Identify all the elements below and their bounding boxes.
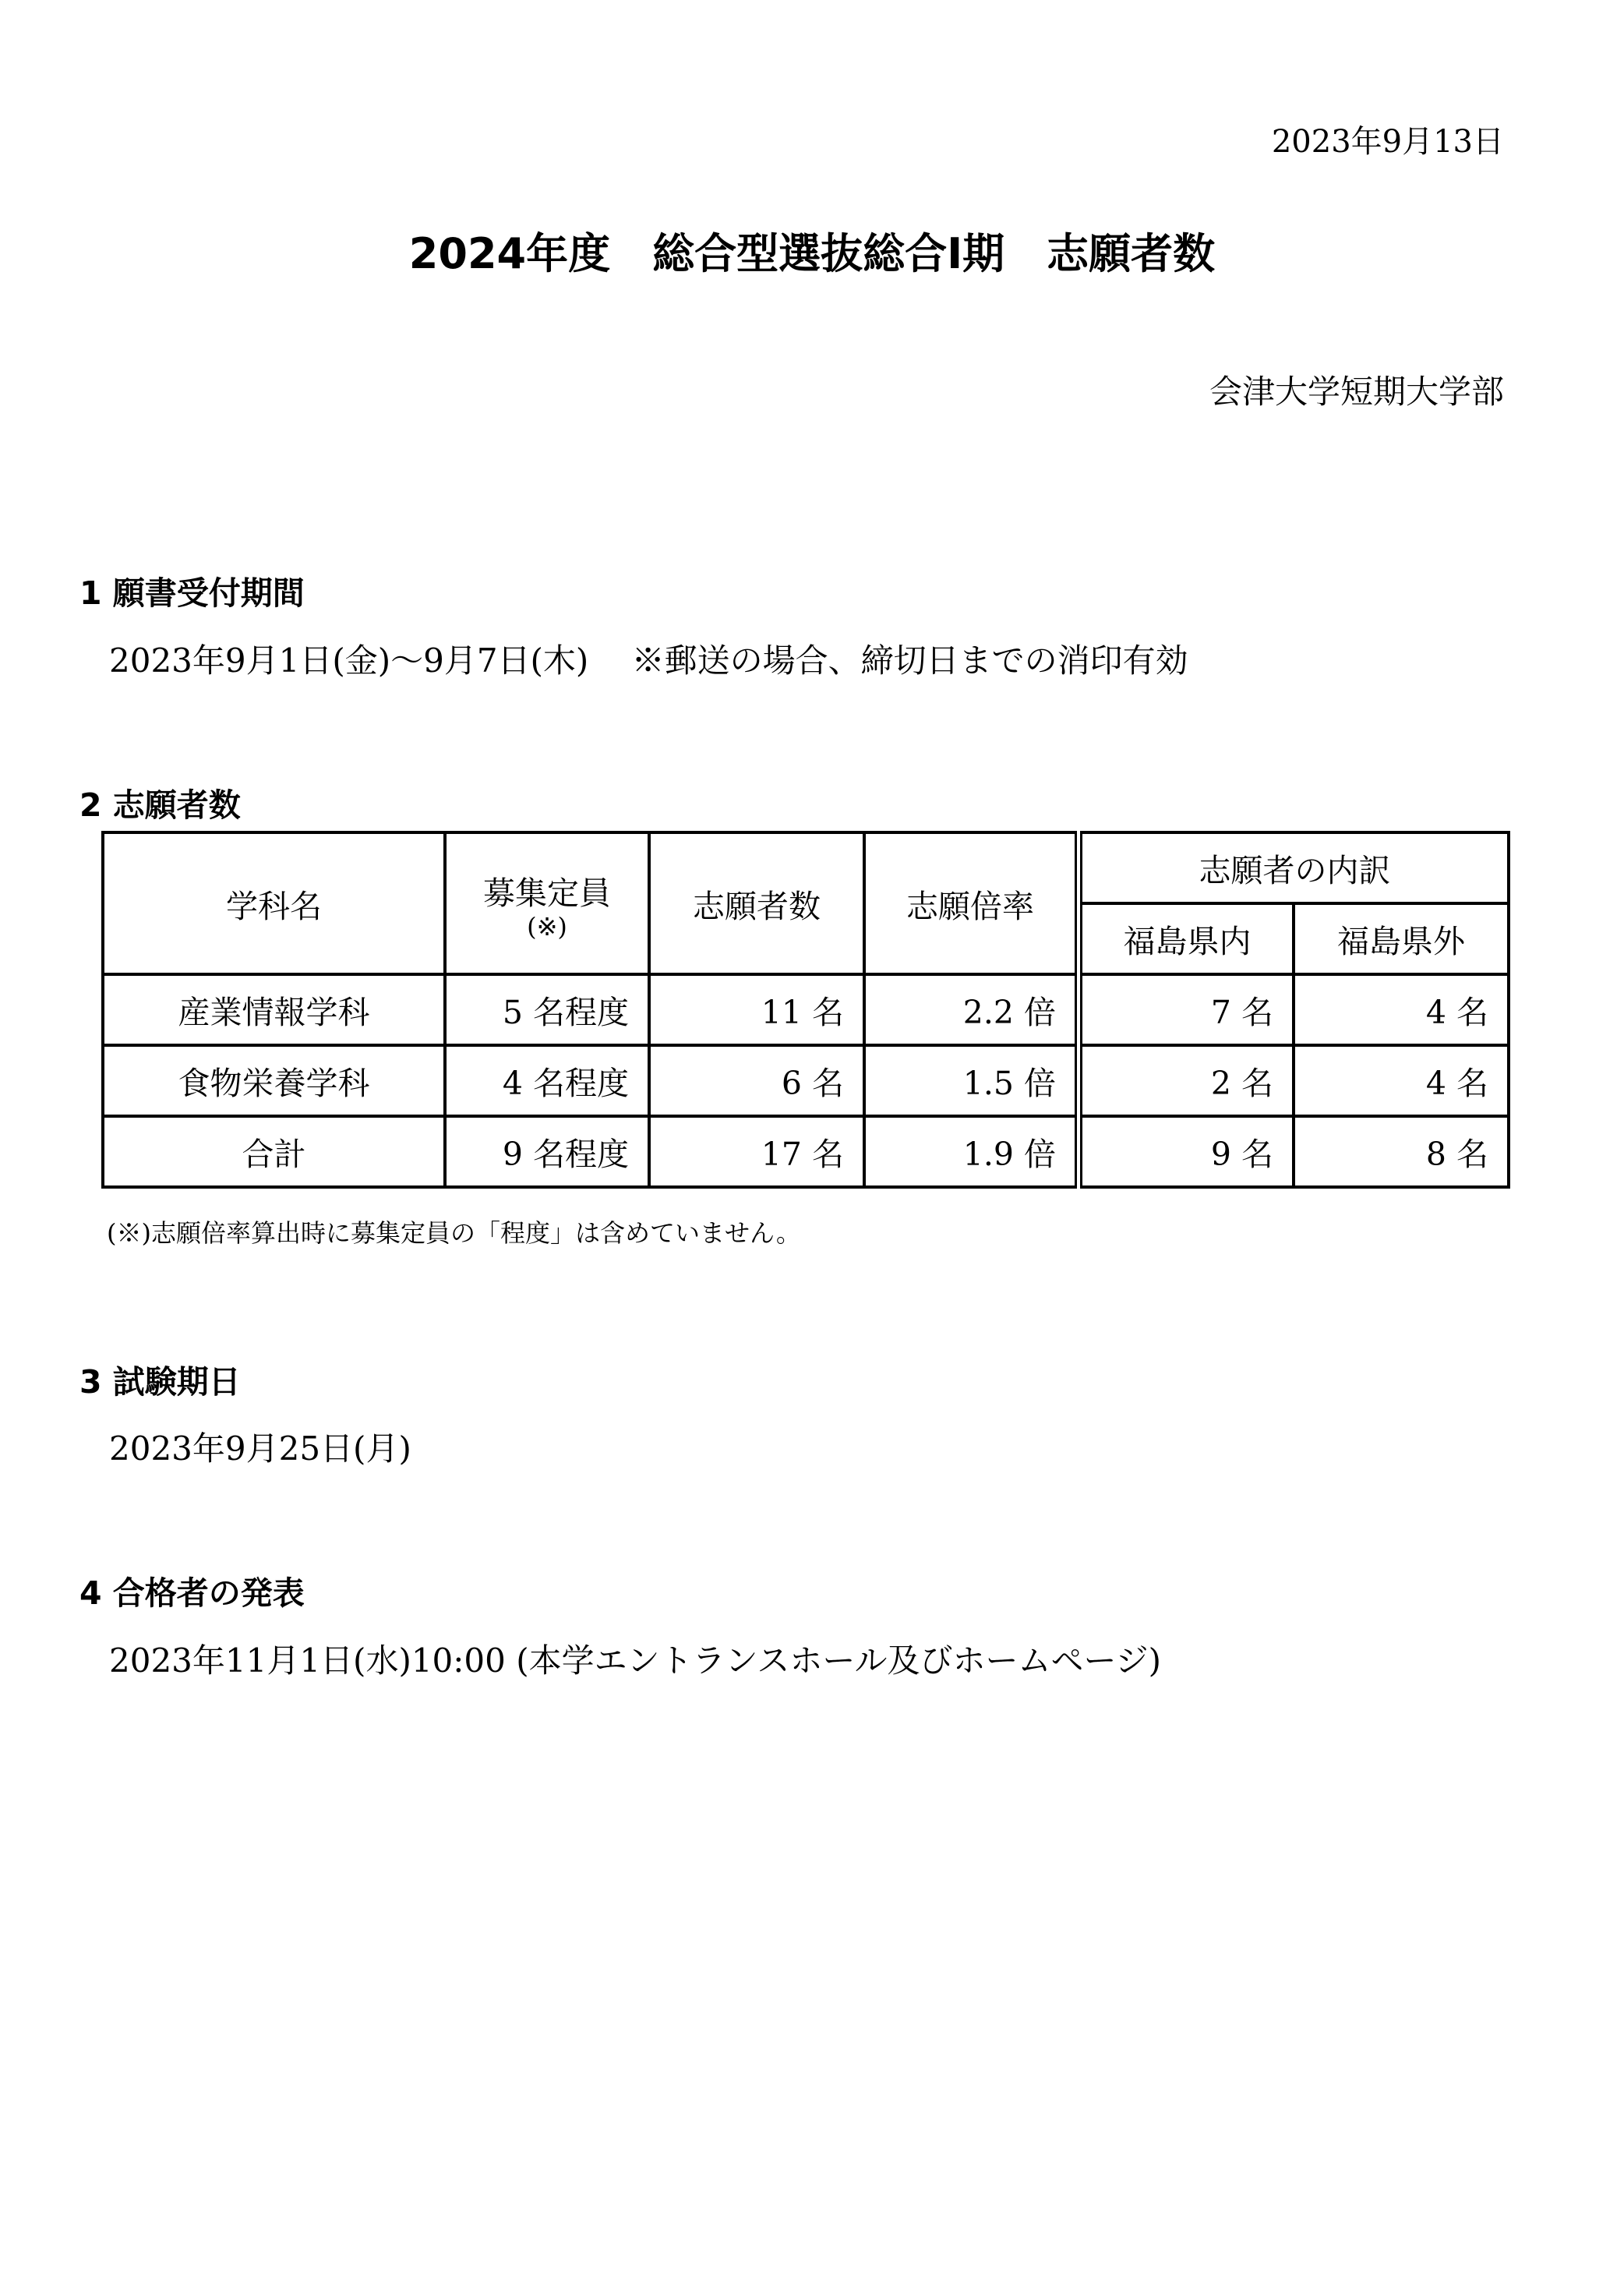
header-dept: 学科名 xyxy=(103,832,445,974)
applicant-table xyxy=(101,831,1510,1189)
page-title: 2024年度 総合型選抜総合Ⅰ期 志願者数 xyxy=(408,229,1216,278)
organization-name: 会津大学短期大学部 xyxy=(1209,373,1504,411)
section-heading-exam-date: 3 試験期日 xyxy=(79,1363,241,1401)
header-quota xyxy=(445,832,649,974)
cell-outside: 8 名 xyxy=(1294,1116,1509,1187)
header-applicants: 志願者数 xyxy=(649,832,864,974)
exam-date-text: 2023年9月25日(月) xyxy=(109,1429,411,1468)
cell-inside: 9 名 xyxy=(1079,1116,1294,1187)
cell-applicants: 17 名 xyxy=(649,1116,864,1187)
cell-dept: 食物栄養学科 xyxy=(103,1045,445,1116)
cell-quota: 4 名程度 xyxy=(445,1045,649,1116)
section-heading-announcement: 4 合格者の発表 xyxy=(79,1574,305,1612)
cell-inside: 7 名 xyxy=(1079,974,1294,1045)
cell-quota: 5 名程度 xyxy=(445,974,649,1045)
document-date: 2023年9月13日 xyxy=(1271,124,1504,160)
cell-outside: 4 名 xyxy=(1294,1045,1509,1116)
cell-ratio: 1.9 倍 xyxy=(864,1116,1079,1187)
table-row xyxy=(103,974,1509,1045)
table-row-total xyxy=(103,1116,1509,1187)
cell-quota: 9 名程度 xyxy=(445,1116,649,1187)
cell-applicants: 11 名 xyxy=(649,974,864,1045)
application-period-text: 2023年9月1日(金)～9月7日(木) ※郵送の場合、締切日までの消印有効 xyxy=(109,641,1188,680)
header-outside: 福島県外 xyxy=(1294,903,1509,974)
section-heading-application-period: 1 願書受付期間 xyxy=(79,574,305,612)
header-inside: 福島県内 xyxy=(1079,903,1294,974)
table-header-row xyxy=(103,832,1509,903)
cell-ratio: 1.5 倍 xyxy=(864,1045,1079,1116)
header-quota-label: 募集定員 xyxy=(483,874,611,912)
header-breakdown: 志願者の内訳 xyxy=(1079,832,1509,903)
header-ratio: 志願倍率 xyxy=(864,832,1079,974)
cell-inside: 2 名 xyxy=(1079,1045,1294,1116)
table-row xyxy=(103,1045,1509,1116)
cell-dept: 産業情報学科 xyxy=(103,974,445,1045)
cell-ratio: 2.2 倍 xyxy=(864,974,1079,1045)
cell-outside: 4 名 xyxy=(1294,974,1509,1045)
table-footnote: (※)志願倍率算出時に募集定員の「程度」は含めていません。 xyxy=(107,1218,801,1248)
header-quota-mark: (※) xyxy=(527,911,567,942)
cell-applicants: 6 名 xyxy=(649,1045,864,1116)
announcement-text: 2023年11月1日(水)10:00 (本学エントランスホール及びホームページ) xyxy=(109,1641,1162,1680)
section-heading-applicant-count: 2 志願者数 xyxy=(79,786,241,824)
cell-dept: 合計 xyxy=(103,1116,445,1187)
